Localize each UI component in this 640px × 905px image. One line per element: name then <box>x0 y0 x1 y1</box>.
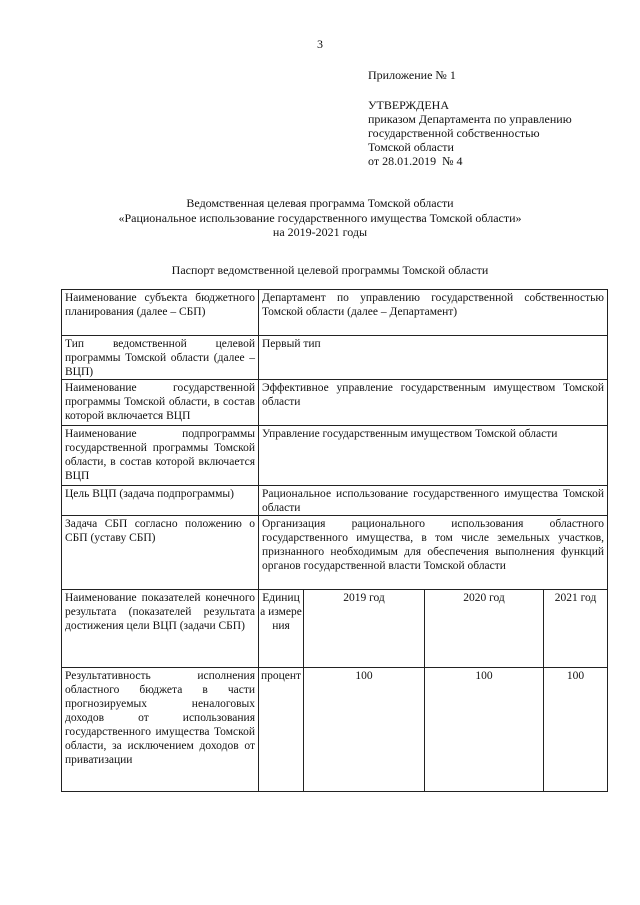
table-row <box>62 486 608 516</box>
approval-line: государственной собственностью <box>368 126 540 140</box>
indicators-label: Наименование показателей конечного результата (показателей результата достижения цели ВЦП (задачи СБП) <box>62 590 259 668</box>
approval-block <box>368 98 572 168</box>
row-label: Наименование субъекта бюджетного планирования (далее – СБП) <box>62 290 259 336</box>
approval-line: Томской области <box>368 140 454 154</box>
indicator-value: 100 <box>544 668 608 792</box>
indicator-label: Результативность исполнения областного бюджета в части прогнозируемых неналоговых доходов от использования государственного имущества Томской области, за исключением доходов от приватизации <box>62 668 259 792</box>
approval-line: приказом Департамента по управлению <box>368 112 572 126</box>
row-value: Организация рационального использования областного государственного имущества, в том числе земельных участков, признанного необходимым для обеспечения выполнения функций органов государственной власти Томской области <box>259 516 608 590</box>
row-label: Цель ВЦП (задача подпрограммы) <box>62 486 259 516</box>
year-header: 2019 год <box>304 590 425 668</box>
row-label: Наименование государственной программы Томской области, в состав которой включается ВЦП <box>62 380 259 426</box>
table-row <box>62 426 608 486</box>
title-line: «Рациональное использование государственного имущества Томской области» <box>118 210 522 225</box>
table-row <box>62 336 608 380</box>
row-value: Управление государственным имуществом Томской области <box>259 426 608 486</box>
indicator-value: 100 <box>425 668 544 792</box>
row-value: Департамент по управлению государственной собственностью Томской области (далее – Департамент) <box>259 290 608 336</box>
indicators-header-row <box>62 590 608 668</box>
appendix-label: Приложение № 1 <box>368 68 456 82</box>
row-label: Задача СБП согласно положению о СБП (уставу СБП) <box>62 516 259 590</box>
table-row <box>62 290 608 336</box>
year-header: 2020 год <box>425 590 544 668</box>
row-label: Наименование подпрограммы государственной программы Томской области, в состав которой включается ВЦП <box>62 426 259 486</box>
year-header: 2021 год <box>544 590 608 668</box>
page-number: 3 <box>317 37 323 51</box>
passport-table <box>61 289 608 792</box>
indicator-value: 100 <box>304 668 425 792</box>
row-value: Рациональное использование государственного имущества Томской области <box>259 486 608 516</box>
title-line: на 2019-2021 годы <box>272 225 368 239</box>
approval-line: от 28.01.2019 № 4 <box>368 154 463 168</box>
passport-title: Паспорт ведомственной целевой программы Томской области <box>171 263 489 277</box>
row-value: Эффективное управление государственным имуществом Томской области <box>259 380 608 426</box>
program-title <box>60 196 580 240</box>
indicator-unit: процент <box>259 668 304 792</box>
table-row <box>62 380 608 426</box>
table-row <box>62 516 608 590</box>
unit-header: Единица измерения <box>259 590 304 668</box>
row-label: Тип ведомственной целевой программы Томской области (далее – ВЦП) <box>62 336 259 380</box>
indicator-row <box>62 668 608 792</box>
row-value: Первый тип <box>259 336 608 380</box>
title-line: Ведомственная целевая программа Томской области <box>186 196 454 210</box>
approval-line: УТВЕРЖДЕНА <box>368 98 450 112</box>
